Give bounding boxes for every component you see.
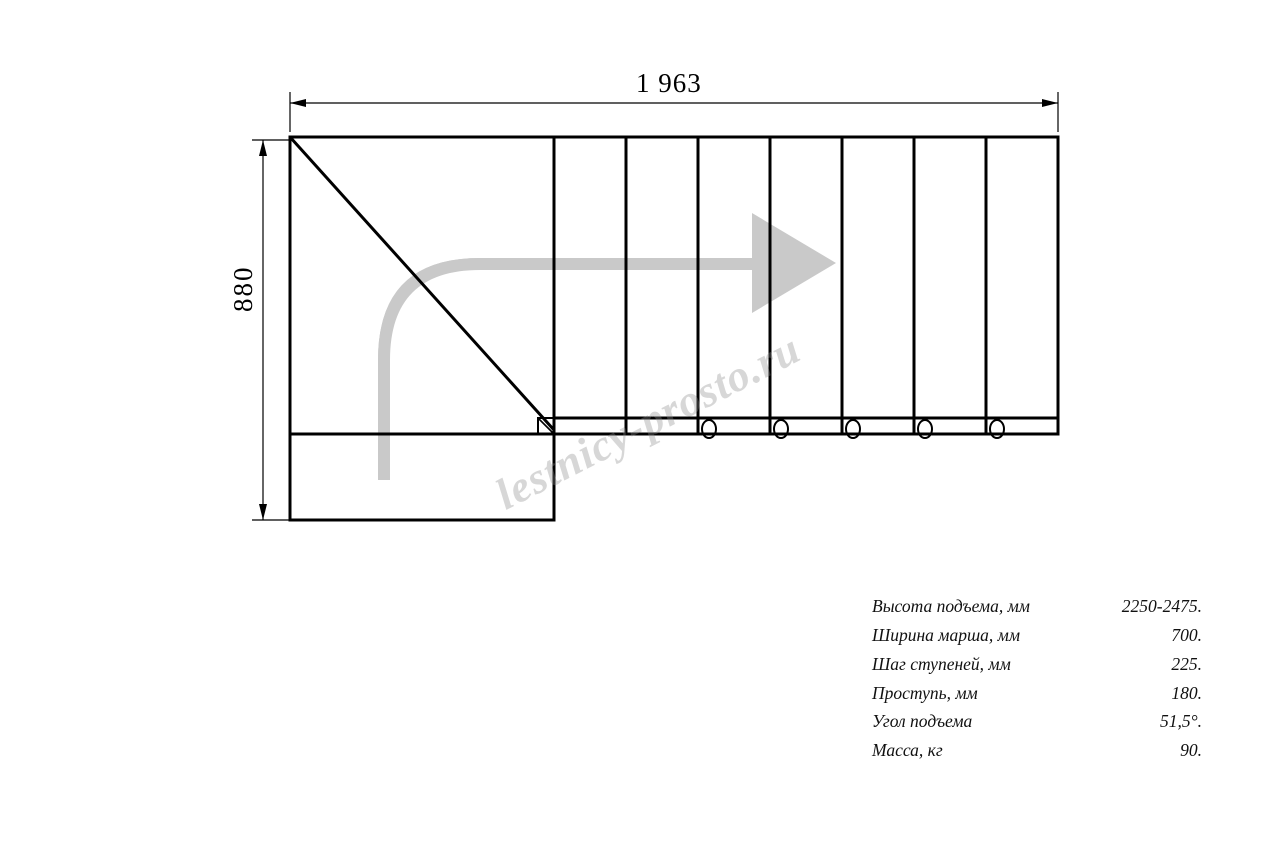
dimension-left — [252, 140, 290, 520]
spec-label: Шаг ступеней, мм — [872, 653, 1011, 674]
spec-value: 180. — [1171, 682, 1202, 703]
table-row — [872, 592, 1202, 621]
dimension-top-label: 1 963 — [636, 68, 702, 98]
table-row — [872, 736, 1202, 765]
spec-value: 700. — [1171, 624, 1202, 645]
spec-label: Масса, кг — [872, 740, 943, 761]
table-row — [872, 650, 1202, 679]
spec-label: Проступь, мм — [872, 682, 978, 703]
spec-label: Ширина марша, мм — [872, 624, 1021, 645]
spec-label: Высота подъема, мм — [872, 596, 1030, 616]
table-row — [872, 679, 1202, 708]
dimension-left-label: 880 — [228, 265, 258, 312]
spec-label: Угол подъема — [872, 711, 973, 732]
spec-value: 51,5°. — [1160, 711, 1202, 732]
watermark-text: lestnicy-prosto.ru — [487, 323, 809, 520]
specification-rows — [872, 592, 1202, 765]
table-row — [872, 621, 1202, 650]
spec-value: 2250-2475. — [1121, 596, 1202, 616]
staircase-outline — [290, 137, 1058, 520]
table-row — [872, 707, 1202, 736]
spec-value: 90. — [1180, 740, 1202, 761]
walking-direction-arrow — [378, 213, 836, 480]
spec-value: 225. — [1171, 653, 1202, 674]
step-riser-lines — [554, 137, 986, 434]
specification-table — [872, 592, 1202, 765]
